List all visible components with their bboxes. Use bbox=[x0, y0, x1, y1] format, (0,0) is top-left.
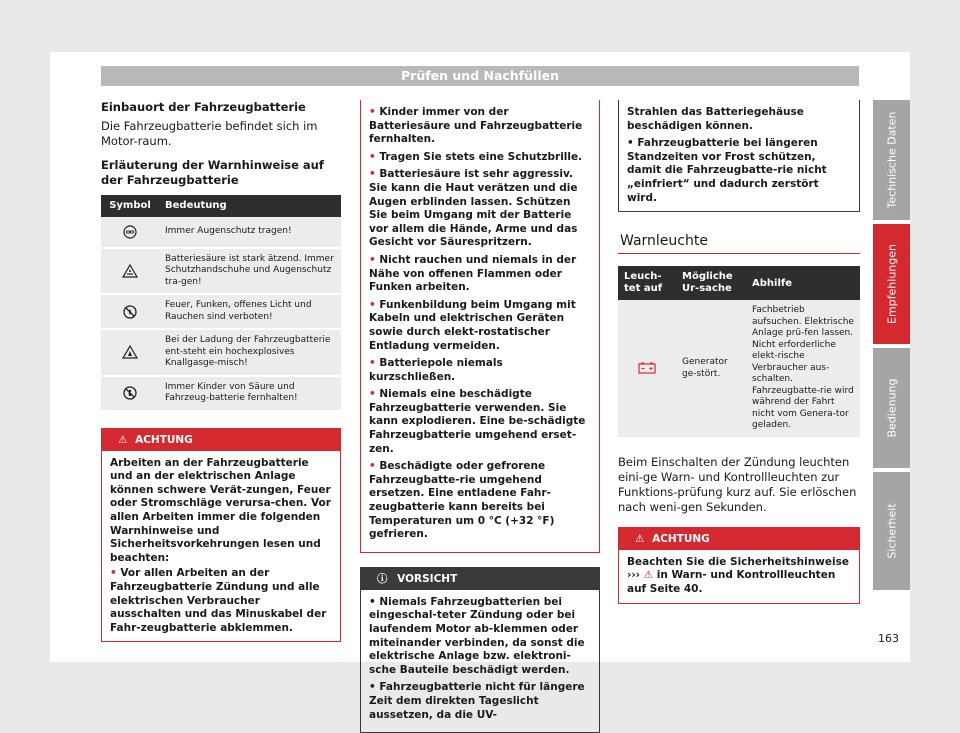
list-item-text: Nicht rauchen und niemals in der Nähe von offenen Flammen oder Funken arbeiten. bbox=[369, 253, 577, 294]
list-item bbox=[369, 299, 591, 353]
list-item-text: Tragen Sie stets eine Schutzbrille. bbox=[379, 150, 583, 163]
lamp-cell bbox=[618, 300, 676, 438]
notice-label: VORSICHT bbox=[397, 572, 458, 585]
notice-continued-body bbox=[619, 100, 859, 211]
list-item bbox=[369, 357, 591, 384]
lamp-paragraph: Beim Einschalten der Zündung leuchten eini-ge Warn- und Kontrollleuchten zur Funktions-prüfung kurz auf. Sie erlöschen nach weni-gen Sekunden. bbox=[618, 454, 857, 514]
notice-header bbox=[361, 568, 599, 590]
left-column bbox=[101, 100, 341, 642]
no-fire-icon bbox=[123, 305, 137, 319]
col-lamp: Leuch-tet auf bbox=[618, 266, 676, 300]
warning-header bbox=[619, 528, 859, 550]
warning-text: Arbeiten an der Fahrzeugbatterie und an der elektrischen Anlage können schwere Verät-zungen, Feuer oder Stromschläge verursa-chen. Vor allen Arbeiten immer die folgenden Warnhinweise und Sicherheitsvorkehrungen lesen und beachten: bbox=[110, 456, 331, 564]
bullet-icon: • bbox=[369, 253, 380, 266]
table-row bbox=[101, 376, 341, 411]
col-symbol: Symbol bbox=[101, 195, 159, 217]
tab-label: Bedienung bbox=[885, 378, 898, 438]
warning-continued-body bbox=[361, 100, 599, 552]
bullet-icon: • bbox=[369, 595, 380, 608]
tab-sicherheit[interactable] bbox=[873, 472, 910, 590]
row-text: Batteriesäure ist stark ätzend. Immer Schutzhandschuhe und Augenschutz tra-gen! bbox=[159, 248, 341, 295]
right-column bbox=[618, 100, 860, 604]
row-text: Immer Kinder von Säure und Fahrzeug-batterie fernhalten! bbox=[159, 376, 341, 411]
table-row bbox=[101, 217, 341, 248]
intro-text: Die Fahrzeugbatterie befindet sich im Motor-raum. bbox=[101, 119, 318, 148]
list-item-text: Kinder immer von der Batteriesäure und Fahrzeugbatterie fernhalten. bbox=[369, 106, 583, 146]
page-number: 163 bbox=[878, 632, 899, 645]
bullet-icon: • bbox=[110, 567, 121, 580]
tab-label: Empfehlungen bbox=[885, 244, 898, 324]
warning-text-after: in Warn- und Kontrollleuchten auf Seite 40. bbox=[627, 569, 836, 596]
bullet-icon: • bbox=[369, 460, 380, 473]
warning-triangle-icon: ⚠ bbox=[118, 433, 128, 446]
list-item-text: Niemals Fahrzeugbatterien bei eingeschal-teter Zündung oder bei laufendem Motor ab-klemmen oder miteinander verbinden, da sonst die elektrische Anlage bzw. elektroni-sche Bauteile beschädigt werden. bbox=[369, 595, 585, 676]
help-cell: Fachbetrieb aufsuchen. Elektrische Anlage prü-fen lassen. Nicht erforderliche elekt-rische Verbraucher aus-schalten. Fahrzeugbatte-rie wird während der Fahrt nicht vom Genera-tor geladen. bbox=[746, 300, 860, 438]
list-item-text: Batteriesäure ist sehr aggressiv. Sie kann die Haut verätzen und die Augen erblinden lassen. Schützen Sie beim Umgang mit der Batterie vor allem die Hände, Arme und das Gesicht vor Säurespritzern. bbox=[369, 168, 578, 249]
table-row bbox=[618, 300, 860, 438]
list-item-text: Beschädigte oder gefrorene Fahrzeugbatte-rie umgehend ersetzen. Eine entladene Fahr-zeugbatterie kann bereits bei Temperaturen um 0 °C (+32 °F) gefrieren. bbox=[369, 460, 555, 541]
section-title: Warnleuchte bbox=[618, 234, 860, 254]
notice-box bbox=[360, 567, 600, 733]
section-heading: Einbauort der Fahrzeugbatterie bbox=[101, 100, 306, 114]
bullet-icon: • bbox=[627, 137, 638, 150]
list-item-text: Niemals eine beschädigte Fahrzeugbatterie verwenden. Sie kann explodieren. Eine be-schädigte Fahrzeugbatterie umgehend erset-zen. bbox=[369, 388, 586, 455]
tab-label: Technische Daten bbox=[885, 111, 898, 209]
notice-body bbox=[361, 590, 599, 732]
tab-technische-daten[interactable] bbox=[873, 100, 910, 220]
row-text: Bei der Ladung der Fahrzeugbatterie ent-steht ein hochexplosives Knallgasge-misch! bbox=[159, 329, 341, 376]
warning-body bbox=[619, 550, 859, 603]
bullet-icon: • bbox=[369, 681, 380, 694]
info-circle-icon: ⓘ bbox=[377, 572, 388, 585]
warning-box bbox=[618, 527, 860, 604]
warning-bullet-text: Vor allen Arbeiten an der Fahrzeugbatterie Zündung und alle elektrischen Verbraucher ausschalten und das Minuskabel der Fahr-zeugbatterie abklemmen. bbox=[110, 567, 327, 634]
bullet-icon: • bbox=[369, 357, 380, 370]
warning-bullet bbox=[110, 567, 332, 635]
explosive-gas-icon bbox=[122, 345, 138, 359]
list-item-text: Funkenbildung beim Umgang mit Kabeln und elektrischen Geräten sowie durch elekt-rostatischer Entladung vermeiden. bbox=[369, 298, 576, 352]
notice-continued-text: Strahlen das Batteriegehäuse beschädigen können. bbox=[627, 106, 804, 132]
bullet-icon: • bbox=[369, 298, 380, 311]
table-row bbox=[101, 248, 341, 295]
cause-cell: Generator ge-stört. bbox=[676, 300, 746, 438]
col-help: Abhilfe bbox=[746, 266, 860, 300]
col-cause: Mögliche Ur-sache bbox=[676, 266, 746, 300]
symbol-table bbox=[101, 195, 341, 412]
warning-box bbox=[101, 428, 341, 643]
list-item-text: Fahrzeugbatterie nicht für längere Zeit dem direkten Tageslicht aussetzen, da die UV- bbox=[369, 681, 585, 721]
bullet-icon: • bbox=[369, 150, 380, 163]
row-text: Feuer, Funken, offenes Licht und Rauchen sind verboten! bbox=[159, 294, 341, 329]
list-item bbox=[369, 681, 591, 722]
list-item bbox=[627, 137, 851, 205]
bullet-icon: • bbox=[369, 168, 380, 181]
eye-protection-icon bbox=[123, 225, 137, 239]
keep-children-away-icon bbox=[123, 386, 137, 400]
list-item bbox=[369, 596, 591, 678]
list-item bbox=[369, 106, 591, 147]
warning-body bbox=[102, 451, 340, 642]
middle-column bbox=[360, 100, 600, 733]
battery-warning-icon bbox=[638, 362, 656, 374]
table-row bbox=[101, 294, 341, 329]
list-item bbox=[369, 254, 591, 295]
warning-lamp-table bbox=[618, 266, 860, 439]
list-item-text: Batteriepole niemals kurzschließen. bbox=[369, 357, 503, 383]
notice-continued-box bbox=[618, 100, 860, 212]
list-item bbox=[369, 151, 591, 165]
list-item bbox=[369, 388, 591, 456]
list-item bbox=[369, 460, 591, 542]
tab-empfehlungen[interactable] bbox=[873, 224, 910, 344]
table-row bbox=[101, 329, 341, 376]
warning-label: ACHTUNG bbox=[135, 433, 193, 446]
page-header: Prüfen und Nachfüllen bbox=[101, 66, 859, 86]
list-item-text: Fahrzeugbatterie bei längeren Standzeiten vor Frost schützen, damit die Fahrzeugbatte-rie nicht „einfriert“ und dadurch zerstört wird. bbox=[627, 137, 827, 204]
bullet-icon: • bbox=[369, 388, 380, 401]
row-text: Immer Augenschutz tragen! bbox=[159, 217, 341, 248]
subheading: Erläuterung der Warnhinweise auf der Fahrzeugbatterie bbox=[101, 158, 324, 187]
warning-text-before: Beachten Sie die Sicherheitshinweise ››› bbox=[627, 555, 849, 582]
list-item bbox=[369, 168, 591, 250]
warning-header bbox=[102, 429, 340, 451]
warning-label: ACHTUNG bbox=[652, 532, 710, 545]
tab-bedienung[interactable] bbox=[873, 348, 910, 468]
bullet-icon: • bbox=[369, 106, 380, 118]
col-meaning: Bedeutung bbox=[159, 195, 341, 217]
corrosive-acid-icon bbox=[122, 264, 138, 278]
warning-triangle-icon: ⚠ bbox=[643, 569, 654, 582]
tab-label: Sicherheit bbox=[885, 503, 898, 559]
warning-continued-box bbox=[360, 100, 600, 553]
warning-triangle-icon: ⚠ bbox=[635, 532, 645, 545]
